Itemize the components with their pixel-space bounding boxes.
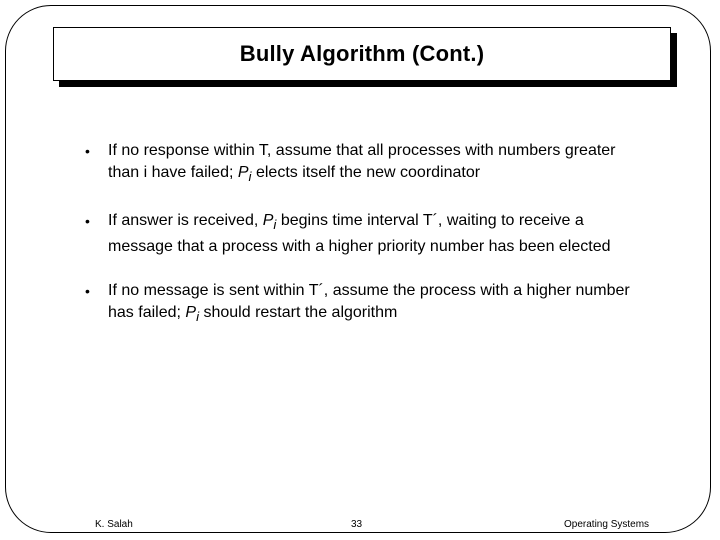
bullet-dot-icon: • <box>85 143 90 159</box>
title-box <box>53 27 671 81</box>
slide-title: Bully Algorithm (Cont.) <box>239 41 485 66</box>
bullet-list <box>85 140 645 351</box>
bullet-item-3 <box>85 280 645 328</box>
bullet-text: begins time interval T´, waiting to receive a message that a process with a higher priority number has been elected <box>108 212 611 256</box>
bullet-text: If no response within T, assume that all processes with numbers greater than i have failed; <box>108 142 616 181</box>
bullet-text: should restart the algorithm <box>199 304 398 322</box>
process-subscript: i <box>248 169 252 185</box>
process-symbol: P <box>185 304 197 322</box>
footer-author: K. Salah <box>95 519 133 530</box>
process-symbol: P <box>237 164 249 181</box>
process-subscript: i <box>196 309 200 325</box>
process-subscript: i <box>273 217 277 233</box>
process-symbol: P <box>262 212 274 230</box>
bullet-text: elects itself the new coordinator <box>251 164 481 181</box>
bullet-dot-icon: • <box>85 213 90 230</box>
footer-page-number: 33 <box>351 519 363 530</box>
bullet-item-1 <box>85 140 645 188</box>
bullet-item-2 <box>85 210 645 258</box>
bullet-dot-icon: • <box>85 283 90 300</box>
bullet-text: If no message is sent within T´, assume the process with a higher number has failed; <box>108 282 630 322</box>
bullet-text: If answer is received, <box>108 212 263 230</box>
footer-course-name: Operating Systems <box>564 519 650 530</box>
